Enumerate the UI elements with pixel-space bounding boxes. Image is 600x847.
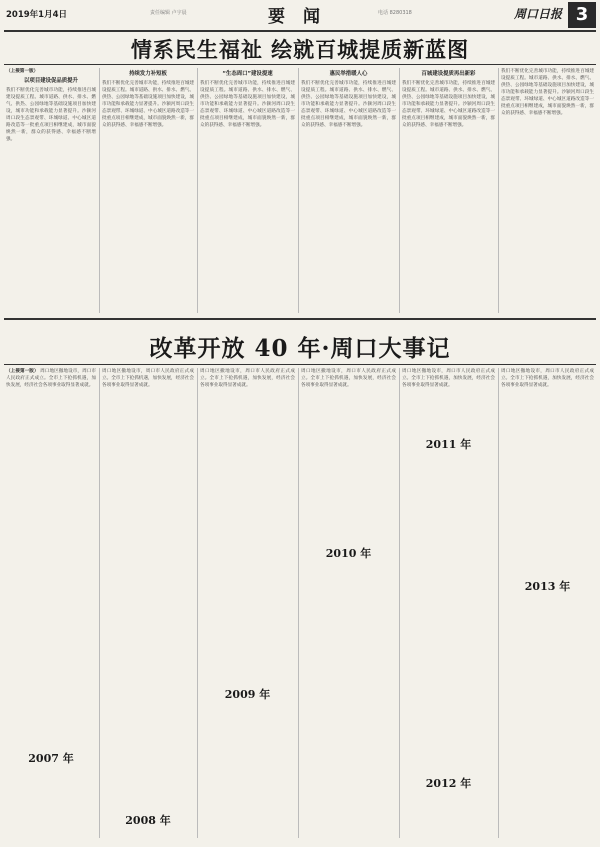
article-separator bbox=[4, 318, 596, 320]
article1-subhead-5: 百城建设提质再出新彩 bbox=[421, 71, 476, 77]
timeline-text-1: 周口地区撤地设市，周口市人民政府正式成立。全市上下抢抓机遇，加快发展，经济社会各项事业取得显著成就。 bbox=[6, 369, 96, 388]
article2-lead: （上接第一版） bbox=[6, 369, 39, 374]
column-divider bbox=[298, 368, 299, 838]
timeline-column-2 bbox=[102, 368, 194, 838]
timeline-text-2: 周口地区撤地设市，周口市人民政府正式成立。全市上下抢抓机遇，加快发展，经济社会各项事业取得显著成就。 bbox=[102, 369, 194, 388]
column-divider bbox=[99, 68, 100, 313]
timeline-column-4 bbox=[301, 368, 396, 838]
article1-body-4: 我们不断优化完善城市功能，持续推进百城建设提质工程。城市道路、供水、排水、燃气、供热、公园绿地等基础设施项目加快建设，城市功能和承载能力显著提升。沙颍河周口段生态景观带、环城绿道、中心城区道路改造等一批重点项目相继建成，城市面貌焕然一新，群众的获得感、幸福感不断增强。 bbox=[301, 81, 396, 128]
article1-body-3: 我们不断优化完善城市功能，持续推进百城建设提质工程。城市道路、供水、排水、燃气、供热、公园绿地等基础设施项目加快建设，城市功能和承载能力显著提升。沙颍河周口段生态景观带、环城绿道、中心城区道路改造等一批重点项目相继建成，城市面貌焕然一新，群众的获得感、幸福感不断增强。 bbox=[200, 81, 295, 128]
article1-body-6: 我们不断优化完善城市功能，持续推进百城建设提质工程。城市道路、供水、排水、燃气、供热、公园绿地等基础设施项目加快建设，城市功能和承载能力显著提升。沙颍河周口段生态景观带、环城绿道、中心城区道路改造等一批重点项目相继建成，城市面貌焕然一新，群众的获得感、幸福感不断增强。 bbox=[501, 69, 594, 116]
article1-column-5 bbox=[402, 68, 495, 313]
year-heading-2009: 2009 年 bbox=[224, 688, 271, 701]
column-divider bbox=[298, 68, 299, 313]
article1-body-2: 我们不断优化完善城市功能，持续推进百城建设提质工程。城市道路、供水、排水、燃气、供热、公园绿地等基础设施项目加快建设，城市功能和承载能力显著提升。沙颍河周口段生态景观带、环城绿道、中心城区道路改造等一批重点项目相继建成，城市面貌焕然一新，群众的获得感、幸福感不断增强。 bbox=[102, 81, 194, 128]
year-heading-2013: 2013 年 bbox=[524, 580, 571, 593]
column-divider bbox=[498, 68, 499, 313]
year-heading-2007: 2007 年 bbox=[28, 752, 74, 765]
timeline-column-3 bbox=[200, 368, 295, 838]
article1-column-2 bbox=[102, 68, 194, 313]
section-title: 要 闻 bbox=[268, 7, 326, 27]
article1-column-4 bbox=[301, 68, 396, 313]
article1-body-5: 我们不断优化完善城市功能，持续推进百城建设提质工程。城市道路、供水、排水、燃气、供热、公园绿地等基础设施项目加快建设，城市功能和承载能力显著提升。沙颍河周口段生态景观带、环城绿道、中心城区道路改造等一批重点项目相继建成，城市面貌焕然一新，群众的获得感、幸福感不断增强。 bbox=[402, 81, 495, 128]
timeline-column-6 bbox=[501, 368, 594, 838]
column-divider bbox=[498, 368, 499, 838]
article1-body-1: 我们不断优化完善城市功能，持续推进百城建设提质工程。城市道路、供水、排水、燃气、供热、公园绿地等基础设施项目加快建设，城市功能和承载能力显著提升。沙颍河周口段生态景观带、环城绿道、中心城区道路改造等一批重点项目相继建成，城市面貌焕然一新，群众的获得感、幸福感不断增强。 bbox=[6, 88, 96, 142]
article1-column-6 bbox=[501, 68, 594, 313]
article2-top-rule bbox=[4, 364, 596, 365]
article2-headline: 改革开放 40 年·周口大事记 bbox=[149, 335, 451, 362]
year-heading-2008: 2008 年 bbox=[125, 814, 171, 827]
editor-credit: 责任编辑 卢宇晨 bbox=[150, 10, 187, 16]
timeline-text-3: 周口地区撤地设市，周口市人民政府正式成立。全市上下抢抓机遇，加快发展，经济社会各项事业取得显著成就。 bbox=[200, 369, 295, 388]
paper-name: 周口日报 bbox=[514, 7, 563, 21]
article1-column-1 bbox=[6, 68, 96, 313]
page-number: 3 bbox=[568, 2, 596, 28]
year-heading-2011: 2011 年 bbox=[425, 438, 472, 451]
timeline-column-1 bbox=[6, 368, 96, 838]
issue-date: 2019年1月4日 bbox=[6, 10, 67, 20]
masthead bbox=[0, 0, 600, 30]
article1-subhead-4: 惠民举措暖人心 bbox=[329, 71, 368, 77]
article1-subhead-1: 以项目建设促品质提升 bbox=[24, 78, 78, 84]
year-heading-2012: 2012 年 bbox=[425, 777, 472, 790]
contact-line: 电话 8280318 bbox=[378, 10, 412, 16]
timeline-text-5: 周口地区撤地设市，周口市人民政府正式成立。全市上下抢抓机遇，加快发展，经济社会各项事业取得显著成就。 bbox=[402, 369, 495, 388]
article1-column-3 bbox=[200, 68, 295, 313]
year-heading-2010: 2010 年 bbox=[325, 547, 372, 560]
column-divider bbox=[399, 368, 400, 838]
article1-top-rule bbox=[4, 64, 596, 65]
masthead-rule bbox=[4, 30, 596, 32]
column-divider bbox=[99, 368, 100, 838]
column-divider bbox=[197, 68, 198, 313]
column-divider bbox=[399, 68, 400, 313]
article1-lead: （上接第一版） bbox=[6, 69, 39, 74]
timeline-text-4: 周口地区撤地设市，周口市人民政府正式成立。全市上下抢抓机遇，加快发展，经济社会各项事业取得显著成就。 bbox=[301, 369, 396, 388]
timeline-text-6: 周口地区撤地设市，周口市人民政府正式成立。全市上下抢抓机遇，加快发展，经济社会各项事业取得显著成就。 bbox=[501, 369, 594, 388]
column-divider bbox=[197, 368, 198, 838]
article1-headline: 情系民生福祉 绘就百城提质新蓝图 bbox=[130, 37, 470, 62]
article1-subhead-2: 持续发力补短板 bbox=[129, 71, 167, 77]
article1-subhead-3: “生态周口”建设提速 bbox=[222, 71, 273, 77]
